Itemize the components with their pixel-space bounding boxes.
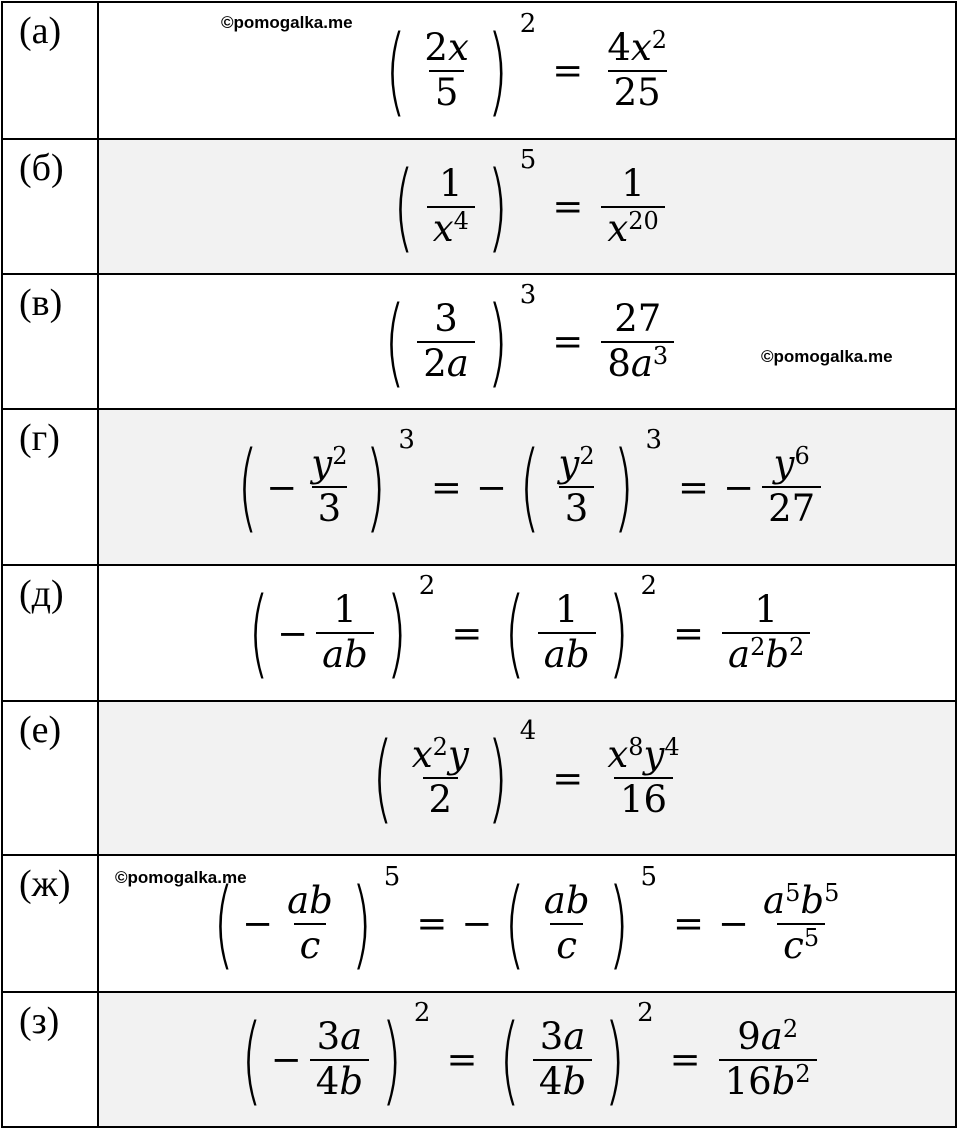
table-row [3,410,955,566]
power-group: ( $\frac{ab}{c}$ ) 5 [504,861,657,980]
formula: ( − $\frac{ab}{c}$ ) 5 = − ( $\frac{ab}{c}$ ) 5 = − $\frac{a^5b^5}{c^5}$ [99,856,955,991]
power-group: ( $\frac{1}{ab}$ ) 2 [504,571,657,689]
row-label-cell [3,140,99,273]
formula-cell [99,410,955,564]
table-row [3,140,955,275]
row-label: (з) [19,1000,60,1042]
row-label-cell [3,702,99,854]
power-group: ( − $\frac{ab}{c}$ ) 5 [213,861,401,980]
power-group: ( $\frac{2x}{5}$ ) 2 [385,8,537,127]
formula-cell [99,702,955,854]
formula: ( − $\frac{3a}{4b}$ ) 2 = ( $\frac{3a}{4b}$ ) 2 = $\frac{9a^2}{16b^2}$ [99,993,955,1126]
row-label: (д) [19,573,64,615]
table-row [3,566,955,702]
row-label-cell [3,566,99,700]
formula-cell [99,140,955,273]
formula-cell [99,856,955,991]
table-row [3,993,955,1126]
formula-cell [99,993,955,1126]
power-group: ( $\frac{x^2y}{2}$ ) 4 [372,716,537,834]
watermark: ©pomogalka.me [761,347,893,366]
row-label: (б) [19,147,64,189]
formula: ( $\frac{1}{x^4}$ ) 5 = $\frac{1}{x^{20}}$ [99,140,955,273]
row-label: (г) [19,417,60,459]
power-group: ( $\frac{y^2}{3}$ ) 3 [519,425,663,543]
exercise-table [1,1,957,1128]
formula-cell [99,3,955,138]
formula: ( − $\frac{1}{ab}$ ) 2 = ( $\frac{1}{ab}$ ) 2 = $\frac{1}{a^2b^2}$ [99,566,955,700]
formula-cell [99,566,955,700]
row-label-cell [3,275,99,408]
formula: ( − $\frac{y^2}{3}$ ) 3 = − ( $\frac{y^2}{3}$ ) 3 = − $\frac{y^6}{27}$ [99,410,955,564]
watermark: ©pomogalka.me [115,868,247,887]
row-label-cell [3,410,99,564]
formula: ( $\frac{2x}{5}$ ) 2 = $\frac{4x^2}{25}$ [99,3,955,138]
row-label: (в) [19,282,63,324]
power-group: ( − $\frac{1}{ab}$ ) 2 [248,571,436,689]
formula-cell [99,275,955,408]
power-group: ( $\frac{3a}{4b}$ ) 2 [499,997,654,1116]
row-label: (а) [19,10,62,52]
table-row [3,3,955,140]
power-group: ( $\frac{3}{2a}$ ) 3 [384,279,537,398]
row-label-cell [3,993,99,1126]
row-label-cell [3,3,99,138]
watermark: ©pomogalka.me [221,13,353,32]
row-label: (е) [19,709,62,751]
power-group: ( − $\frac{3a}{4b}$ ) 2 [241,997,431,1116]
power-group: ( − $\frac{y^2}{3}$ ) 3 [237,425,415,543]
table-row [3,275,955,410]
row-label-cell [3,856,99,991]
formula: ( $\frac{3}{2a}$ ) 3 = $\frac{27}{8a^3}$ [99,275,955,408]
formula: ( $\frac{x^2y}{2}$ ) 4 = $\frac{x^8y^4}{16}$ [99,702,955,854]
power-group: ( $\frac{1}{x^4}$ ) 5 [393,144,537,263]
table-row [3,702,955,856]
table-row [3,856,955,993]
row-label: (ж) [19,863,71,905]
